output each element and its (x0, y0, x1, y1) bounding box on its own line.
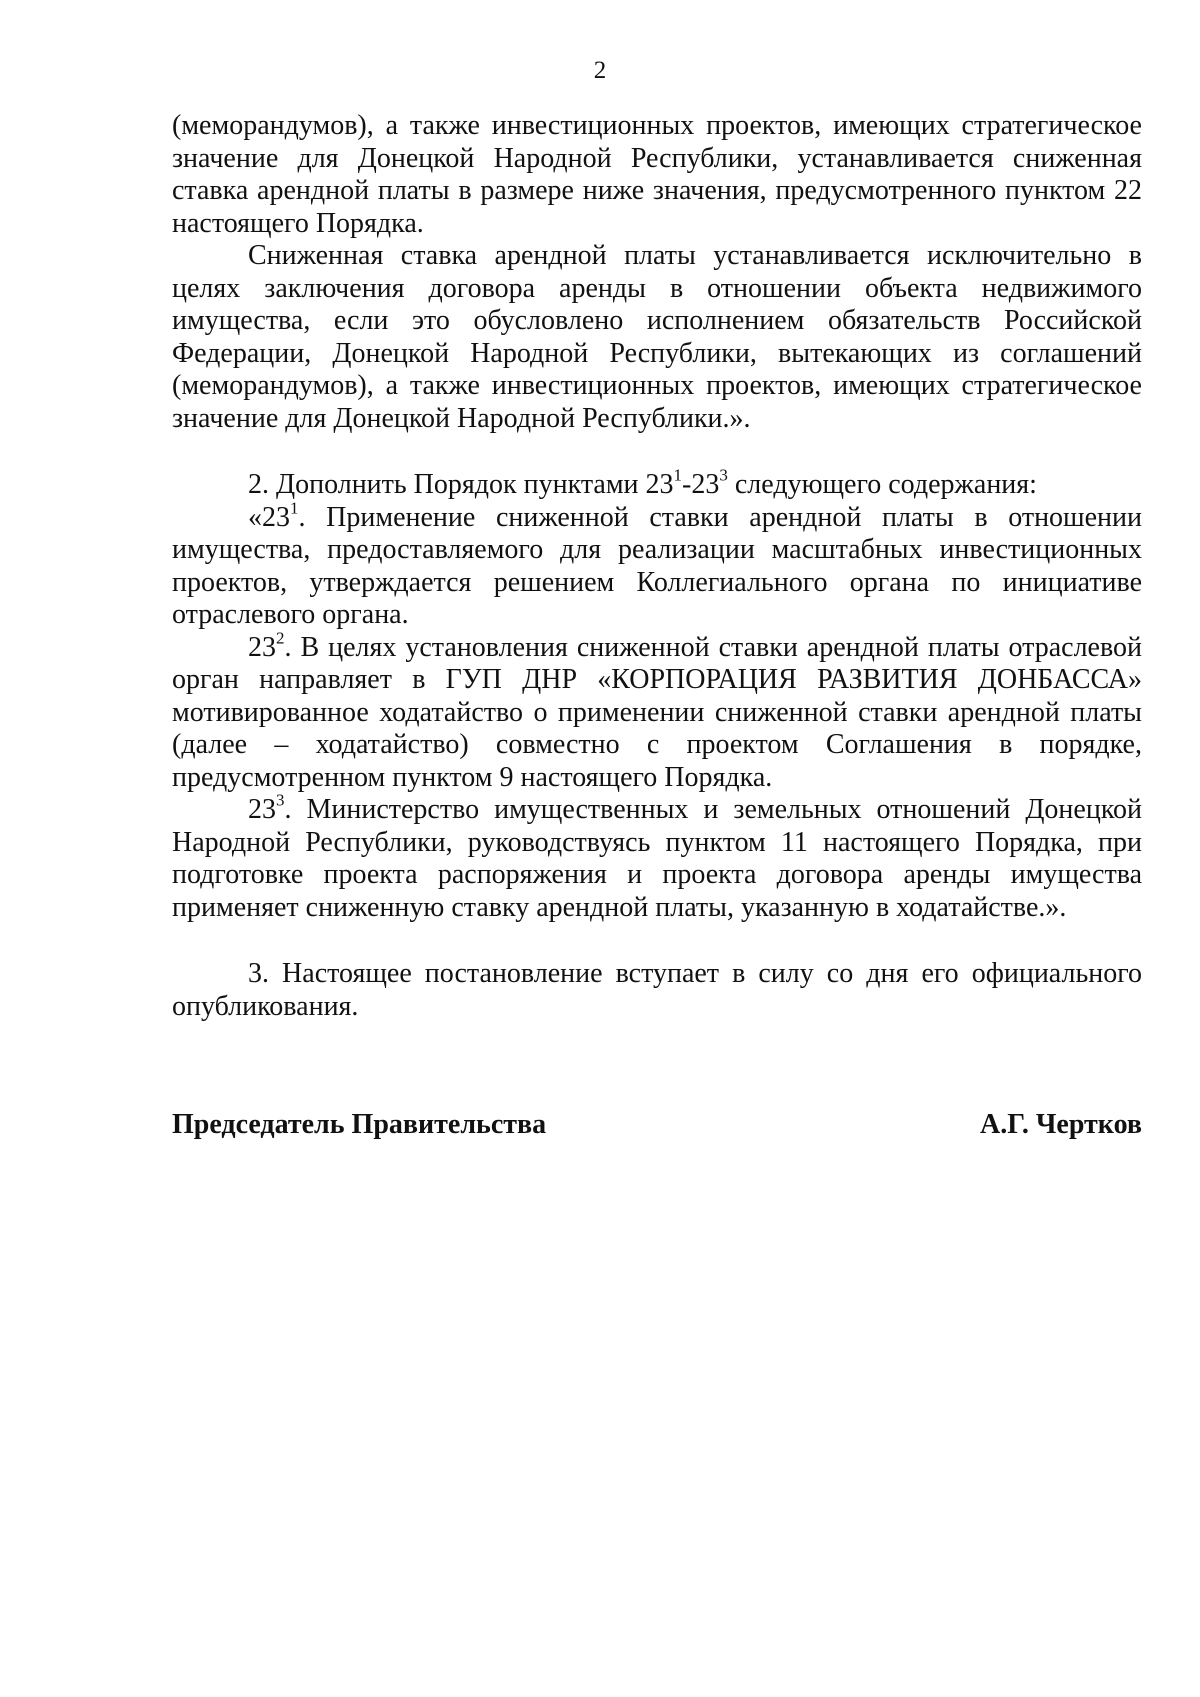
paragraph-continuation: (меморандумов), а также инвестиционных проектов, имеющих стратегическое значение для Донецкой Народной Республики, устанавливается сниженная ставка арендной платы в размере ниже значения, предусмотренного пунктом 22 настоящего Порядка. (172, 110, 1142, 239)
paragraph-23-2-text: . В целях установления сниженной ставки арендной платы отраслевой орган направляет в ГУП ДНР «КОРПОРАЦИЯ РАЗВИТИЯ ДОНБАССА» мотивированное ходатайство о применении сниженной ставки арендной платы (далее – ходатайство) совместно с проектом Соглашения в порядке, предусмотренном пунктом 9 настоящего Порядка. (172, 631, 1142, 793)
amendment-2-text-b: -23 (682, 469, 720, 500)
paragraph-23-1-text: . Применение сниженной ставки арендной платы в отношении имущества, предоставляемого для реализации масштабных инвестиционных проектов, утверждается решением Коллегиального органа по инициативе отраслевого органа. (172, 501, 1142, 630)
amendment-2-sup-1: 1 (673, 465, 683, 485)
paragraph-reduced-rate: Сниженная ставка арендной платы устанавливается исключительно в целях заключения договора аренды в отношении объекта недвижимого имущества, если это обусловлено исполнением обязательств Российской Федерации, Донецкой Народной Республики, вытекающих из соглашений (меморандумов), а также инвестиционных проектов, имеющих стратегическое значение для Донецкой Народной Республики.». (172, 240, 1142, 434)
paragraph-23-3-text: . Министерство имущественных и земельных отношений Донецкой Народной Республики, руководствуясь пунктом 11 настоящего Порядка, при подготовке проекта распоряжения и проекта договора аренды имущества применяет сниженную ставку арендной платы, указанную в ходатайстве.». (172, 794, 1142, 923)
signature-block (172, 1108, 1142, 1142)
paragraph-23-3-sup: 3 (276, 790, 285, 810)
paragraph-amendment-2 (172, 465, 1142, 502)
paragraph-23-3 (172, 790, 1142, 924)
paragraph-23-3-num: 23 (248, 794, 276, 825)
signatory-name: А.Г. Чертков (980, 1109, 1142, 1140)
paragraph-23-1-num: «23 (248, 501, 290, 533)
document-body (172, 110, 1142, 1023)
amendment-2-text-a: 2. Дополнить Порядок пунктами 23 (248, 469, 674, 500)
signatory-position: Председатель Правительства (172, 1109, 547, 1140)
paragraph-effective-date: 3. Настоящее постановление вступает в силу со дня его официального опубликования. (172, 958, 1142, 1022)
amendment-2-sup-2: 3 (719, 465, 728, 485)
page-number: 2 (593, 57, 607, 84)
paragraph-23-2 (172, 627, 1142, 795)
paragraph-23-2-num: 23 (248, 631, 276, 663)
paragraph-23-1-sup: 1 (290, 497, 299, 517)
amendment-2-text-c: следующего содержания: (727, 469, 1037, 500)
paragraph-23-1 (172, 497, 1142, 632)
paragraph-23-2-sup: 2 (276, 627, 285, 647)
